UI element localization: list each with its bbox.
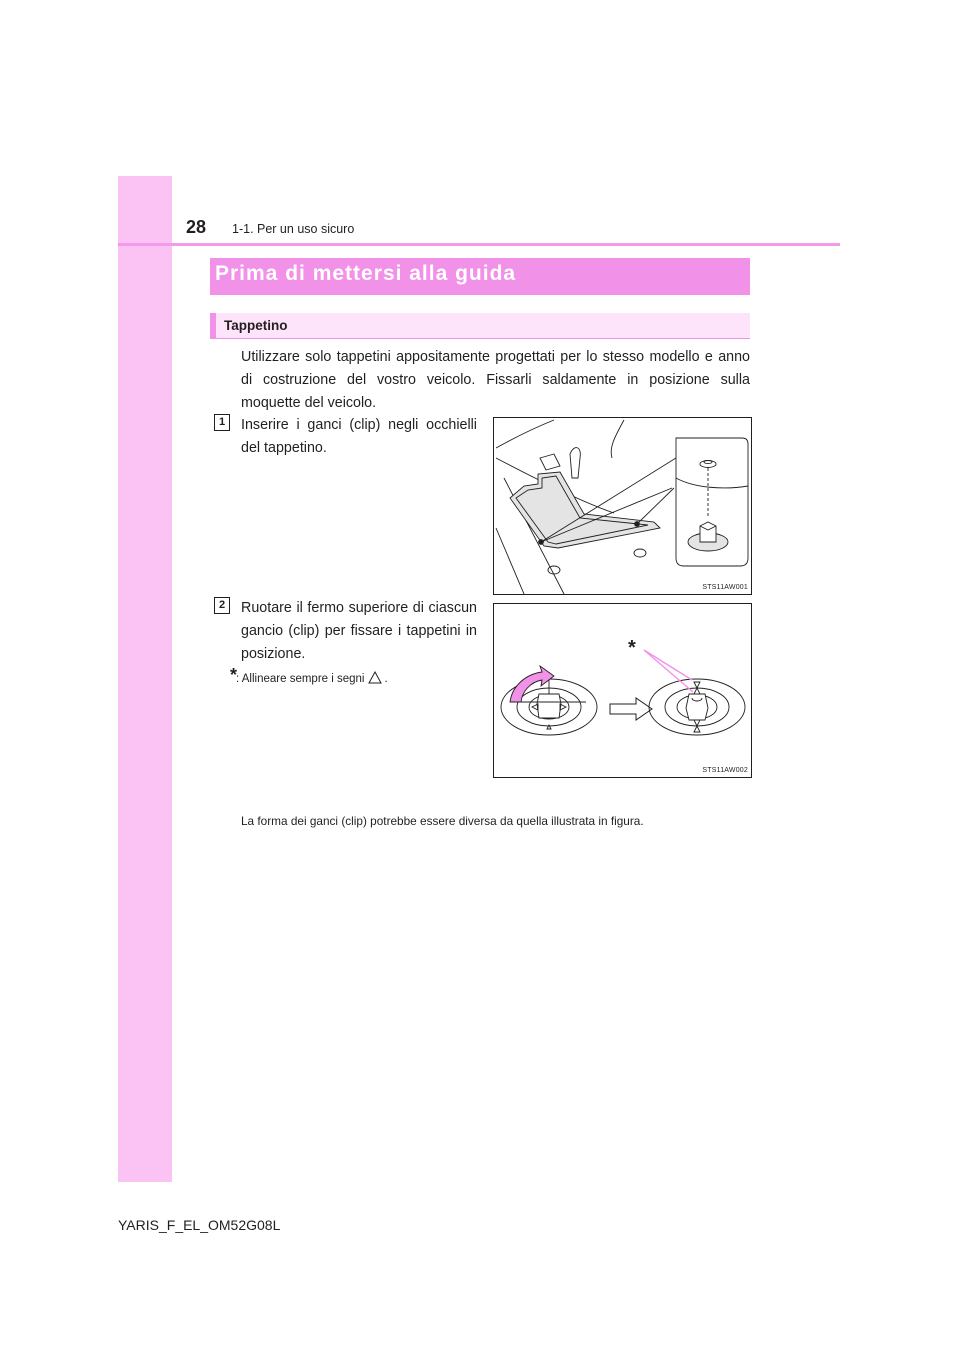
clip-rotation-illustration [494, 604, 751, 777]
subsection-band [210, 313, 750, 339]
intro-paragraph: Utilizzare solo tappetini appositamente progettati per lo stesso modello e anno di costruzione del vostro veicolo. Fissarli saldamente in posizione sulla moquette del veicolo. [241, 349, 750, 411]
figure-asterisk: * [628, 637, 636, 659]
page-number: 28 [186, 217, 207, 237]
triangle-mark-icon [368, 671, 382, 684]
subsection-bar [210, 313, 216, 339]
note-text: : Allineare sempre i segni [236, 673, 365, 685]
figure-code-2: STS11AW002 [702, 767, 748, 774]
subsection-title: Tappetino [224, 318, 288, 333]
step-number-2: 2 [214, 597, 230, 614]
figure-code-1: STS11AW001 [702, 584, 748, 591]
note-line [236, 671, 388, 685]
subsection-underline [210, 338, 750, 339]
page-title: Prima di mettersi alla guida [215, 262, 517, 285]
footnote: La forma dei ganci (clip) potrebbe essere diversa da quella illustrata in figura. [241, 814, 644, 828]
side-tab [118, 176, 172, 1182]
floor-mat-illustration [494, 418, 751, 594]
header-rule [118, 243, 840, 246]
step-text-1: Inserire i ganci (clip) negli occhielli del tappetino. [241, 417, 477, 456]
figure-floor-mat [493, 417, 752, 595]
note-period: . [384, 673, 388, 685]
footer-document-code: YARIS_F_EL_OM52G08L [118, 1217, 281, 1233]
step-text-2: Ruotare il fermo superiore di ciascun gancio (clip) per fissare i tappetini in posizione. [241, 600, 477, 662]
note-asterisk: * [230, 665, 238, 685]
section-breadcrumb: 1-1. Per un uso sicuro [232, 222, 355, 236]
step-number-1: 1 [214, 414, 230, 431]
figure-clip-rotation [493, 603, 752, 778]
